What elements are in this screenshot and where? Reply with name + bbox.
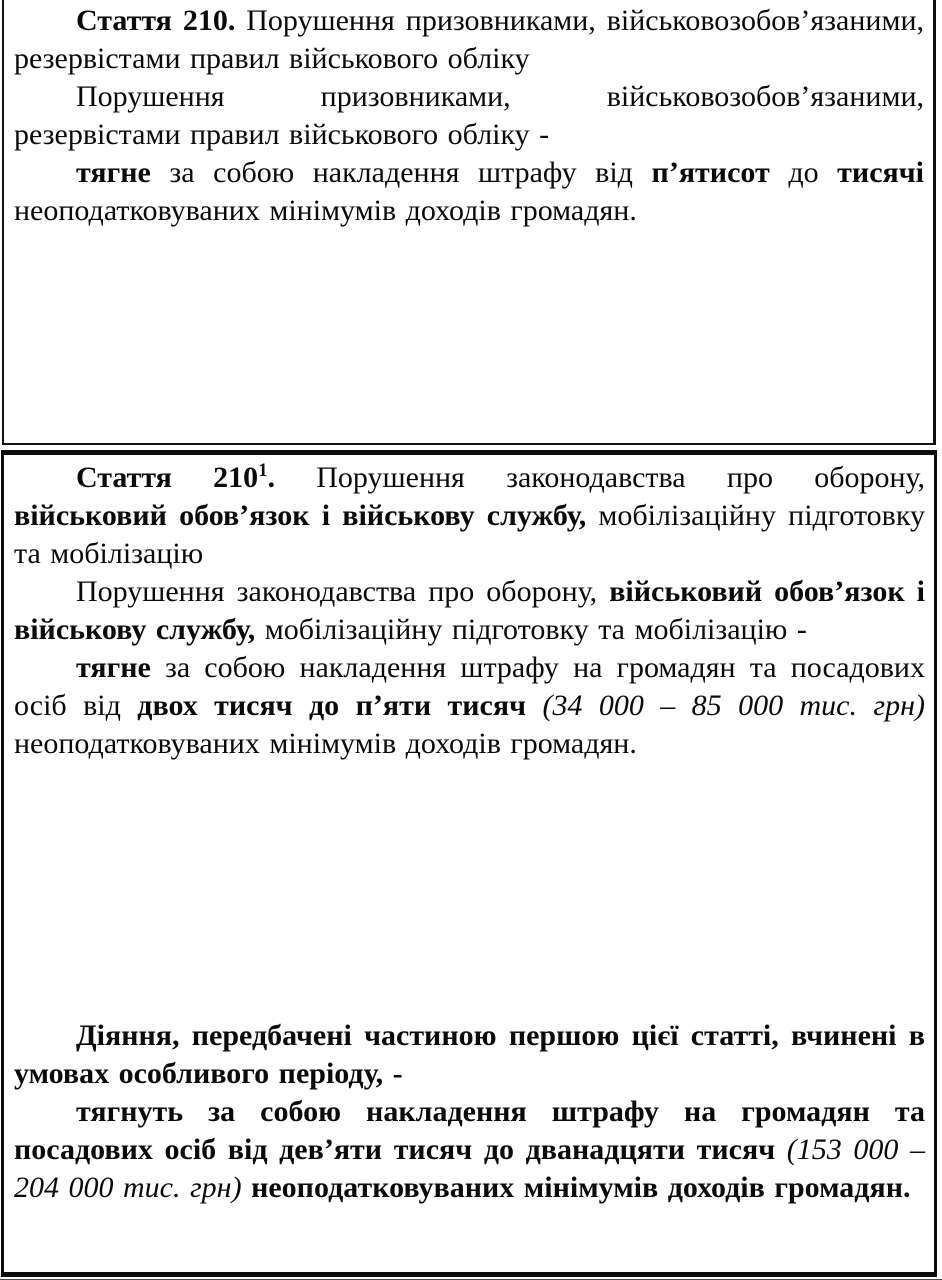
paragraph: [14, 649, 925, 763]
text-segment: Стаття 210: [76, 461, 259, 494]
paragraph: [14, 573, 925, 649]
text-segment: Діяння, передбачені частиною першою цієї статті, вчинені в умовах особливого періоду, -: [14, 1019, 925, 1090]
paragraph: [14, 78, 924, 154]
text-segment: військовий обов’язок і військову службу,: [14, 499, 587, 532]
text-segment: військовий обов’язок і військову службу,: [14, 575, 925, 646]
article-210-cell: [2, 0, 936, 445]
text-segment: Порушення законодавства про оборону,: [76, 575, 610, 608]
text-segment: (34 000 – 85 000 тис. грн): [542, 689, 925, 722]
paragraph: [14, 1093, 925, 1207]
text-segment: неоподатковуваних мінімумів доходів громадян.: [14, 194, 637, 227]
text-segment: мобілізаційну підготовку та мобілізацію: [14, 499, 925, 570]
text-segment: Порушення призовниками, військовозобов’язаними, резервістами правил військового обліку: [14, 4, 924, 75]
paragraph: [14, 2, 924, 78]
paragraph: [14, 459, 925, 573]
text-segment: тягнуть за собою накладення штрафу на громадян та посадових осіб від дев’яти тисяч до дванадцяти тисяч: [14, 1095, 925, 1166]
paragraph: [14, 1017, 925, 1093]
text-segment: за собою накладення штрафу від: [150, 156, 652, 189]
text-segment: (153 000 – 204 000 тис. грн): [14, 1133, 926, 1204]
text-segment: Порушення призовниками, військовозобов’язаними, резервістами правил військового обліку -: [14, 80, 924, 151]
text-segment: двох тисяч до п’яти тисяч: [137, 689, 527, 722]
paragraph: [14, 154, 924, 230]
text-segment: [242, 1171, 252, 1204]
article-210-1-cell: [1, 450, 937, 1277]
text-segment: .: [267, 461, 317, 494]
text-segment: Порушення законодавства про оборону,: [316, 461, 926, 494]
text-segment: п’ятисот: [651, 156, 770, 189]
text-segment: неоподатковуваних мінімумів доходів громадян.: [14, 727, 637, 760]
text-segment: неоподатковуваних мінімумів доходів громадян.: [251, 1171, 911, 1204]
superscript: 1: [258, 460, 268, 481]
text-segment: до: [769, 156, 838, 189]
text-segment: за собою накладення штрафу на громадян та посадових осіб від: [14, 651, 925, 722]
text-segment: Стаття 210.: [76, 4, 247, 37]
text-segment: тисячі: [837, 156, 924, 189]
text-segment: мобілізаційну підготовку та мобілізацію -: [255, 613, 807, 646]
text-segment: тягне: [76, 651, 151, 684]
text-segment: [526, 689, 542, 722]
text-segment: тягне: [76, 156, 151, 189]
text-segment: [775, 1133, 787, 1166]
